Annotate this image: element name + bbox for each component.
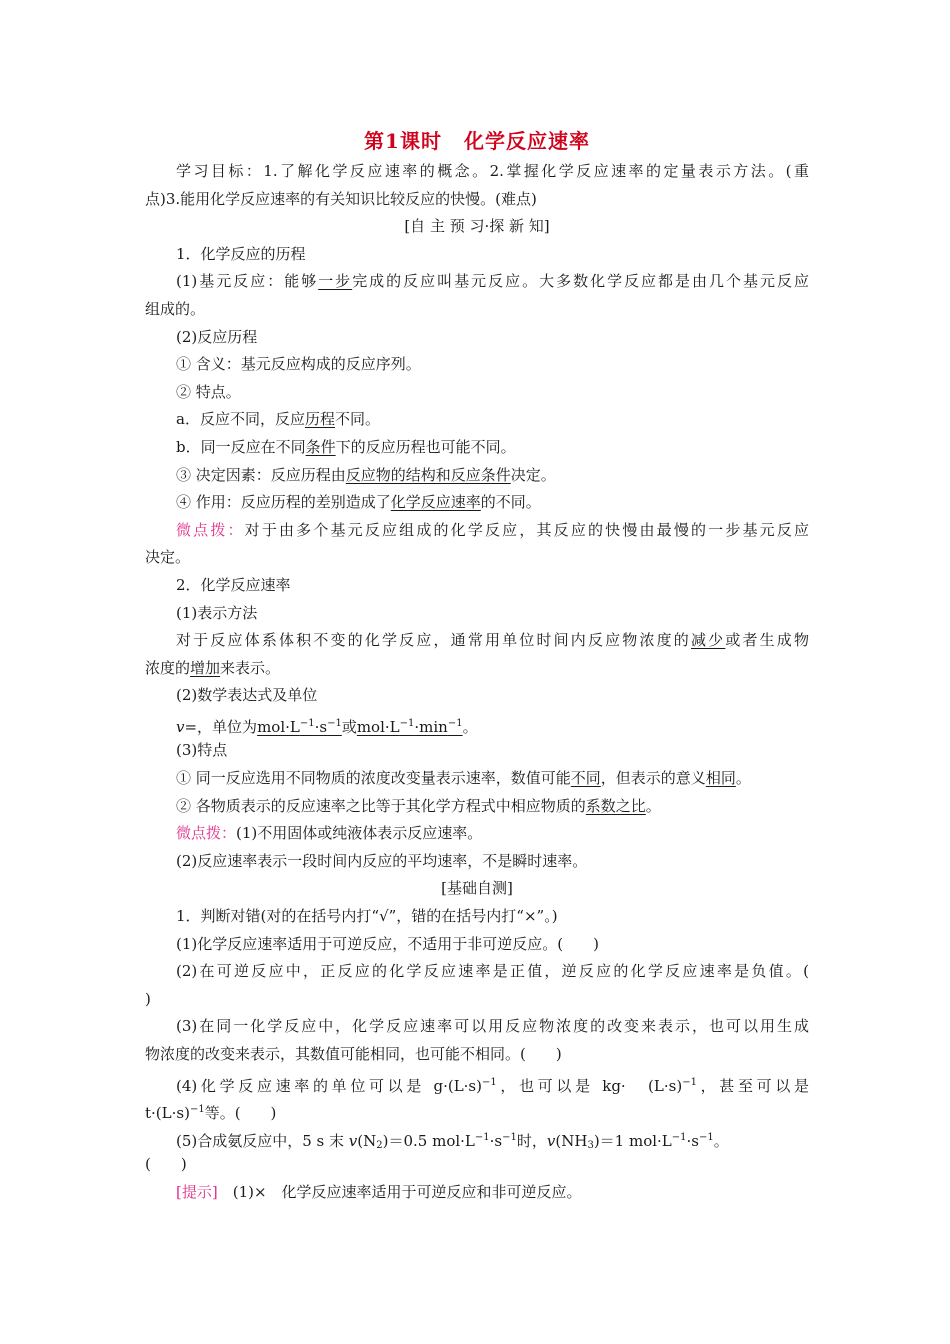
unit-1 <box>257 718 342 736</box>
s1-heading: 1．化学反应的历程 <box>176 244 306 263</box>
self-test-q5-line2: ( ) <box>145 1155 187 1174</box>
text: 或者生成物 <box>725 631 809 650</box>
text: 浓度的 <box>145 658 191 677</box>
self-test-q5 <box>145 1124 809 1152</box>
exponent: −1 <box>682 1076 697 1088</box>
text: ，甚至可以是 <box>696 1076 809 1095</box>
velocity-symbol: v <box>546 1131 556 1150</box>
underlined-answer: 增加 <box>190 658 221 677</box>
unit-2 <box>357 718 463 736</box>
underlined-answer: 系数之比 <box>585 796 646 815</box>
s1-c1: ① 含义：基元反应构成的反应序列。 <box>176 355 421 374</box>
exponent: −1 <box>671 1131 687 1143</box>
s1-a <box>145 406 809 434</box>
page-title <box>145 124 809 158</box>
s2-p1-text <box>145 627 809 655</box>
text: )＝1 mol·L <box>593 1131 672 1150</box>
objectives-line-1: 学习目标：1.了解化学反应速率的概念。2.掌握化学反应速率的定量表示方法。(重 <box>176 162 809 180</box>
section-heading-preview: [自 主 预 习·探 新 知] <box>404 217 550 236</box>
content-area <box>145 124 809 1207</box>
self-test-heading: [基础自测] <box>441 879 513 898</box>
underlined-answer: 一步 <box>318 272 353 291</box>
exponent: −1 <box>327 717 342 729</box>
s2-tip2: (2)反应速率表示一段时间内反应的平均速率，不是瞬时速率。 <box>176 851 588 870</box>
text: )＝0.5 mol·L <box>382 1131 475 1150</box>
text: ·s <box>686 1131 699 1150</box>
s1-tip <box>145 517 809 545</box>
text: ，但表示的意义 <box>600 769 706 788</box>
exponent: −1 <box>502 1131 517 1143</box>
exponent: −1 <box>698 1131 714 1143</box>
hint-label: [提示] <box>176 1182 218 1201</box>
s2-f2 <box>145 793 809 821</box>
text: ② 各物质表示的反应速率之比等于其化学方程式中相应物质的 <box>176 796 586 815</box>
self-test-q1: (1)化学反应速率适用于可逆反应，不适用于非可逆反应。( ) <box>176 934 599 953</box>
text: mol·L <box>257 717 300 736</box>
text: ·s <box>489 1131 503 1150</box>
exponent: −1 <box>481 1076 497 1088</box>
self-test-q4 <box>145 1069 809 1097</box>
text: (4)化学反应速率的单位可以是 g·(L·s) <box>176 1076 482 1095</box>
text: 。 <box>735 769 751 788</box>
s1-tip-line2: 决定。 <box>145 548 191 567</box>
text: 下的反应历程也可能不同。 <box>335 437 516 456</box>
underlined-answer: 反应物的结构和反应条件 <box>345 465 511 484</box>
underlined-answer: 相同 <box>705 769 736 788</box>
s2-formula <box>145 710 809 738</box>
s1-p1 <box>145 268 809 296</box>
text: ③ 决定因素：反应历程由 <box>176 465 346 484</box>
self-test-hint <box>145 1179 809 1207</box>
tip-label: 微点拨： <box>176 824 237 843</box>
objectives-line-2: 点)3.能用化学反应速率的有关知识比较反应的快慢。(难点) <box>145 189 537 208</box>
underlined-answer: 减少 <box>690 631 726 650</box>
subscript: 3 <box>587 1139 594 1151</box>
text: b．同一反应在不同 <box>176 437 306 456</box>
underlined-answer: 历程 <box>304 410 335 429</box>
exponent: −1 <box>399 717 415 729</box>
self-test-question: 1．判断对错(对的在括号内打“√”，错的在括号内打“×”。) <box>176 907 558 926</box>
tip-label: 微点拨： <box>176 520 245 539</box>
text: ·min <box>414 717 448 736</box>
underlined-answer: 不同 <box>570 769 601 788</box>
exponent: −1 <box>299 717 315 729</box>
text: (1)不用固体或纯液体表示反应速率。 <box>236 824 483 843</box>
s2-heading: 2．化学反应速率 <box>176 575 291 594</box>
underlined-answer: 化学反应速率 <box>390 493 481 512</box>
s1-c3 <box>145 462 809 490</box>
velocity-symbol: v <box>176 717 185 736</box>
self-test-q4-line2 <box>145 1096 809 1124</box>
self-test-q2: (2)在可逆反应中，正反应的化学反应速率是正值，逆反应的化学反应速率是负值。( <box>176 962 809 981</box>
s1-b <box>145 434 809 462</box>
text: a．反应不同，反应 <box>176 410 305 429</box>
title-part-lesson: 第1课时 <box>364 129 442 153</box>
text: ·s <box>314 717 328 736</box>
text: 完成的反应叫基元反应。大多数化学反应都是由几个基元反应 <box>352 272 809 291</box>
text: 等。( ) <box>204 1104 277 1123</box>
s1-p2: (2)反应历程 <box>176 327 258 346</box>
title-part-topic: 化学反应速率 <box>463 129 590 153</box>
s2-tip <box>145 820 809 848</box>
s1-c2: ② 特点。 <box>176 382 241 401</box>
text: (1)× 化学反应速率适用于可逆反应和非可逆反应。 <box>217 1182 582 1201</box>
text: 或 <box>341 717 357 736</box>
exponent: −1 <box>474 1131 490 1143</box>
text: 。 <box>462 717 478 736</box>
text: 不同。 <box>334 410 380 429</box>
subscript: 2 <box>376 1139 383 1151</box>
text: (5)合成氨反应中，5 s 末 <box>176 1131 349 1150</box>
exponent: −1 <box>447 717 463 729</box>
text: 来表示。 <box>220 658 281 677</box>
s2-f1 <box>145 765 809 793</box>
self-test-q2-end: ) <box>145 989 151 1008</box>
text: ，也可以是 kg· (L·s) <box>496 1076 683 1095</box>
text: 的不同。 <box>480 493 541 512</box>
text: =，单位为 <box>184 717 258 736</box>
text: 对于反应体系体积不变的化学反应，通常用单位时间内反应物浓度的 <box>176 631 691 650</box>
text: 对于由多个基元反应组成的化学反应，其反应的快慢由最慢的一步基元反应 <box>244 520 809 539</box>
s1-c4 <box>145 489 809 517</box>
text: (NH <box>555 1131 588 1150</box>
velocity-symbol: v <box>348 1131 358 1150</box>
text: (N <box>357 1131 377 1150</box>
s2-p3: (3)特点 <box>176 741 228 760</box>
text: ④ 作用：反应历程的差别造成了 <box>176 493 391 512</box>
text: mol·L <box>356 717 400 736</box>
s2-p2: (2)数学表达式及单位 <box>176 686 318 705</box>
text: t·(L·s) <box>145 1104 190 1123</box>
text: 决定。 <box>510 465 556 484</box>
underlined-answer: 条件 <box>305 437 336 456</box>
s1-p1-line2: 组成的。 <box>145 299 206 318</box>
s2-p1: (1)表示方法 <box>176 603 258 622</box>
text: 。 <box>645 796 661 815</box>
text: 。 <box>713 1131 729 1150</box>
s2-p1-line2 <box>145 655 809 683</box>
text: (1)基元反应：能够 <box>176 272 319 291</box>
exponent: −1 <box>189 1104 205 1116</box>
text: ① 同一反应选用不同物质的浓度改变量表示速率，数值可能 <box>176 769 571 788</box>
self-test-q3: (3)在同一化学反应中，化学反应速率可以用反应物浓度的改变来表示，也可以用生成 <box>176 1017 809 1036</box>
text: 时， <box>516 1131 547 1150</box>
self-test-q3-line2: 物浓度的改变来表示，其数值可能相同，也可能不相同。( ) <box>145 1045 562 1063</box>
